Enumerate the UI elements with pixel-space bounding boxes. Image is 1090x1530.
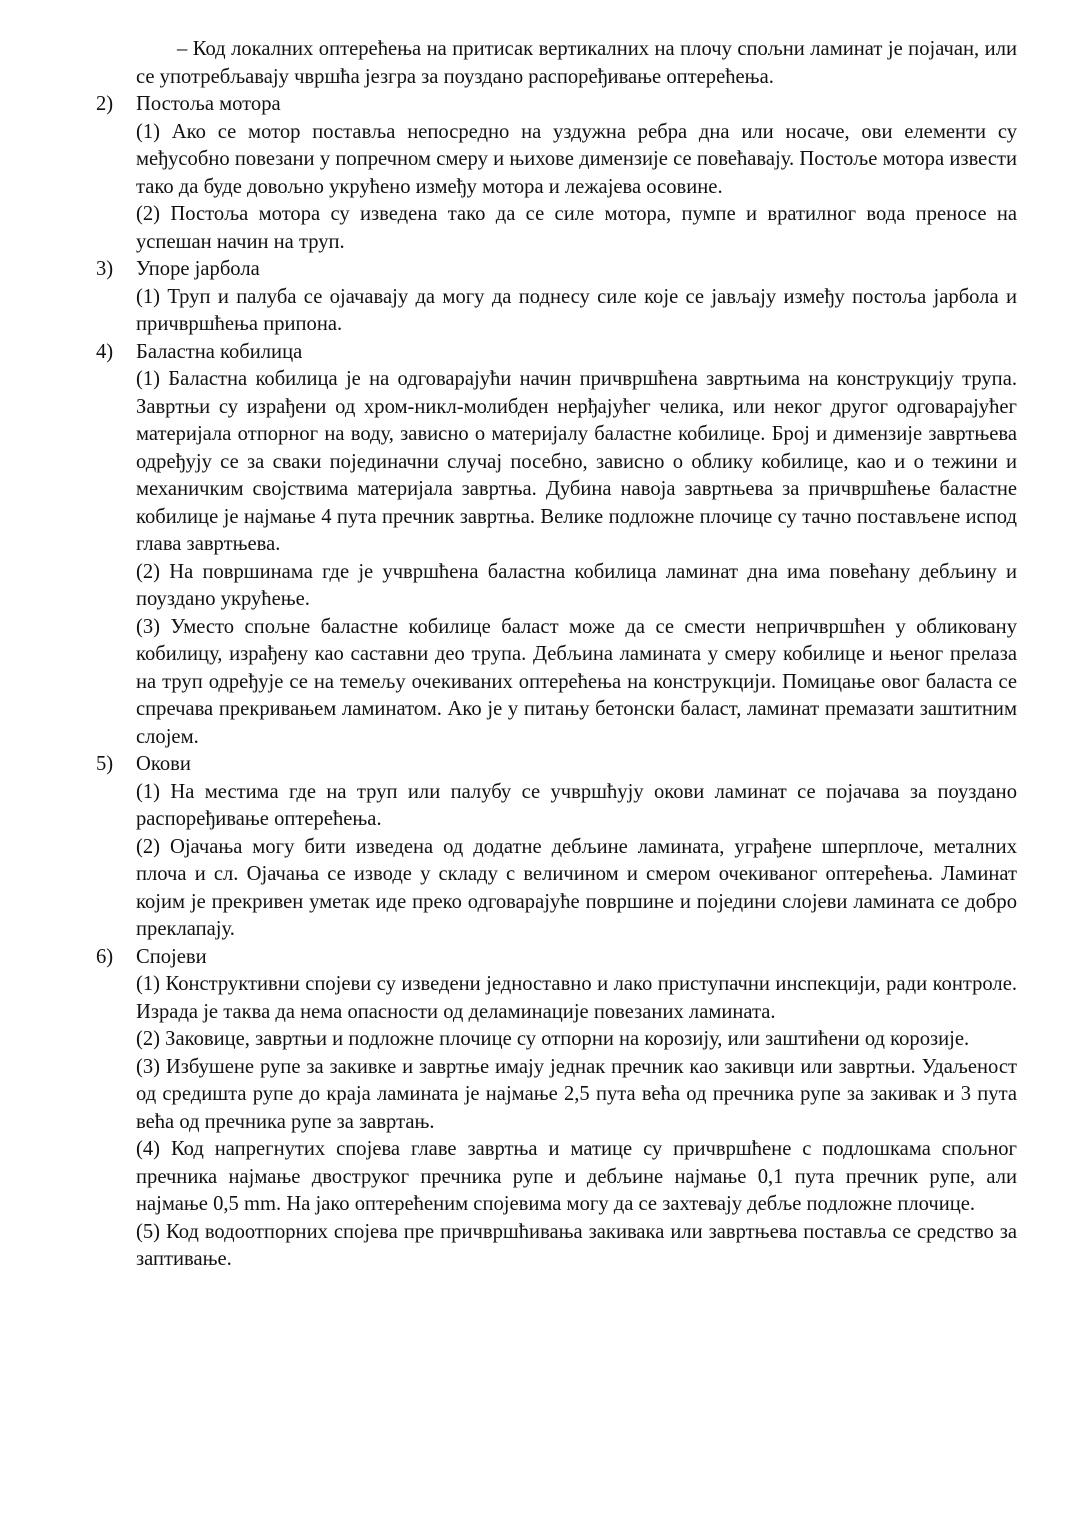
section-3 — [0, 256, 1090, 284]
section-title: Постоља мотора — [136, 93, 281, 115]
section-title: Баластна кобилица — [136, 340, 303, 363]
section-2 — [0, 91, 1090, 119]
paragraph: (2) На површинама где је учвршћена баластна кобилица ламинат дна има повећану дебљину и поуздано укрућење. — [136, 560, 1017, 610]
section-title: Окови — [136, 753, 191, 775]
paragraph: (1) Баластна кобилица је на одговарајући начин причвршћена завртњима на конструкцију трупа. Завртњи су израђени од хром-никл-молибден нерђајућег челика, или неког другог одговарајућег материјала отпорног на воду, зависно о материјалу баластне кобилице. Број и димензије завртњева одређују се за сваки појединачни случај посебно, зависно о облику кобилице, као и о тежини и механичким својствима материјала завртња. Дубина навоја завртњева за причвршћење баластне кобилице је најмање 4 пута пречник завртња. Велике подложне плочице су тачно постављене испод глава завртњева. — [136, 368, 1017, 555]
paragraph: (2) Постоља мотора су изведена тако да се силе мотора, пумпе и вратилног вода преносе на успешан начин на труп. — [136, 203, 1017, 253]
paragraph: (5) Код водоотпорних спојева пре причвршћивања закивака или завртњева поставља се средство за заптивање. — [136, 1220, 1017, 1270]
document-page — [0, 36, 1090, 1274]
section-5 — [0, 751, 1090, 779]
section-title: Спојеви — [136, 945, 207, 968]
section-number: 5) — [96, 753, 114, 775]
paragraph: (2) Ојачања могу бити изведена од додатне дебљине ламината, уграђене шперплоче, металних плоча и сл. Ојачања се изводе у складу с величином и смером очекиваног оптерећења. Ламинат којим је прекривен уметак иде преко одговарајуће површине и поједини слојеви ламината се добро преклапају. — [136, 835, 1017, 940]
section-6 — [0, 944, 1090, 972]
paragraph: (1) Конструктивни спојеви су изведени једноставно и лако приступачни инспекцији, ради контроле. Израда је таква да нема опасности од деламинације повезаних ламината. — [136, 973, 1017, 1023]
paragraph: (3) Уместо спољне баластне кобилице баласт може да се смести непричвршћен у обликовану кобилицу, израђену као саставни део трупа. Дебљина ламината у смеру кобилице и њеног прелаза на труп одређује се на темељу очекиваних оптерећења на конструкцији. Помицање овог баласта се спречава прекривањем ламинатом. Ако је у питању бетонски баласт, ламинат премазати заштитним слојем. — [136, 615, 1017, 748]
paragraph: (4) Код напрегнутих спојева главе завртња и матице су причвршћене с подлошкама спољног пречника најмање двоструког пречника рупе и дебљине најмање 0,1 пута пречник рупе, али најмање 0,5 mm. На јако оптерећеним спојевима могу да се захтевају дебље подложне плочице. — [136, 1138, 1017, 1215]
section-title: Упоре јарбола — [136, 258, 260, 280]
paragraph: (1) Ако се мотор поставља непосредно на уздужна ребра дна или носаче, ови елементи су међусобно повезани у попречном смеру и њихове димензије се повећавају. Постоље мотора извести тако да буде довољно укрућено између мотора и лежајева осовине. — [136, 120, 1017, 198]
paragraph: (2) Заковице, завртњи и подложне плочице су отпорни на корозију, или заштићени од корозије. — [136, 1028, 970, 1050]
paragraph: (3) Избушене рупе за закивке и завртње имају једнак пречник као закивци или завртњи. Удаљеност од средишта рупе до краја ламината је најмање 2,5 пута већа од пречника рупе за закивак и 3 пута већа од пречника рупе за завртањ. — [136, 1055, 1017, 1133]
intro-paragraph: – Код локалних оптерећења на притисак вертикалних на плочу спољни ламинат је појачан, или се употребљавају чвршћа језгра за поуздано распоређивање оптерећења. — [136, 38, 1017, 88]
paragraph: (1) На местима где на труп или палубу се учвршћују окови ламинат се појачава за поуздано распоређивање оптерећења. — [136, 780, 1017, 830]
section-number: 6) — [96, 945, 114, 968]
paragraph: (1) Труп и палуба се ојачавају да могу да поднесу силе које се јављају између постоља јарбола и причвршћења припона. — [136, 285, 1017, 335]
section-number: 3) — [96, 258, 114, 280]
section-number: 4) — [96, 340, 114, 363]
section-number: 2) — [96, 93, 114, 115]
section-4 — [0, 339, 1090, 367]
